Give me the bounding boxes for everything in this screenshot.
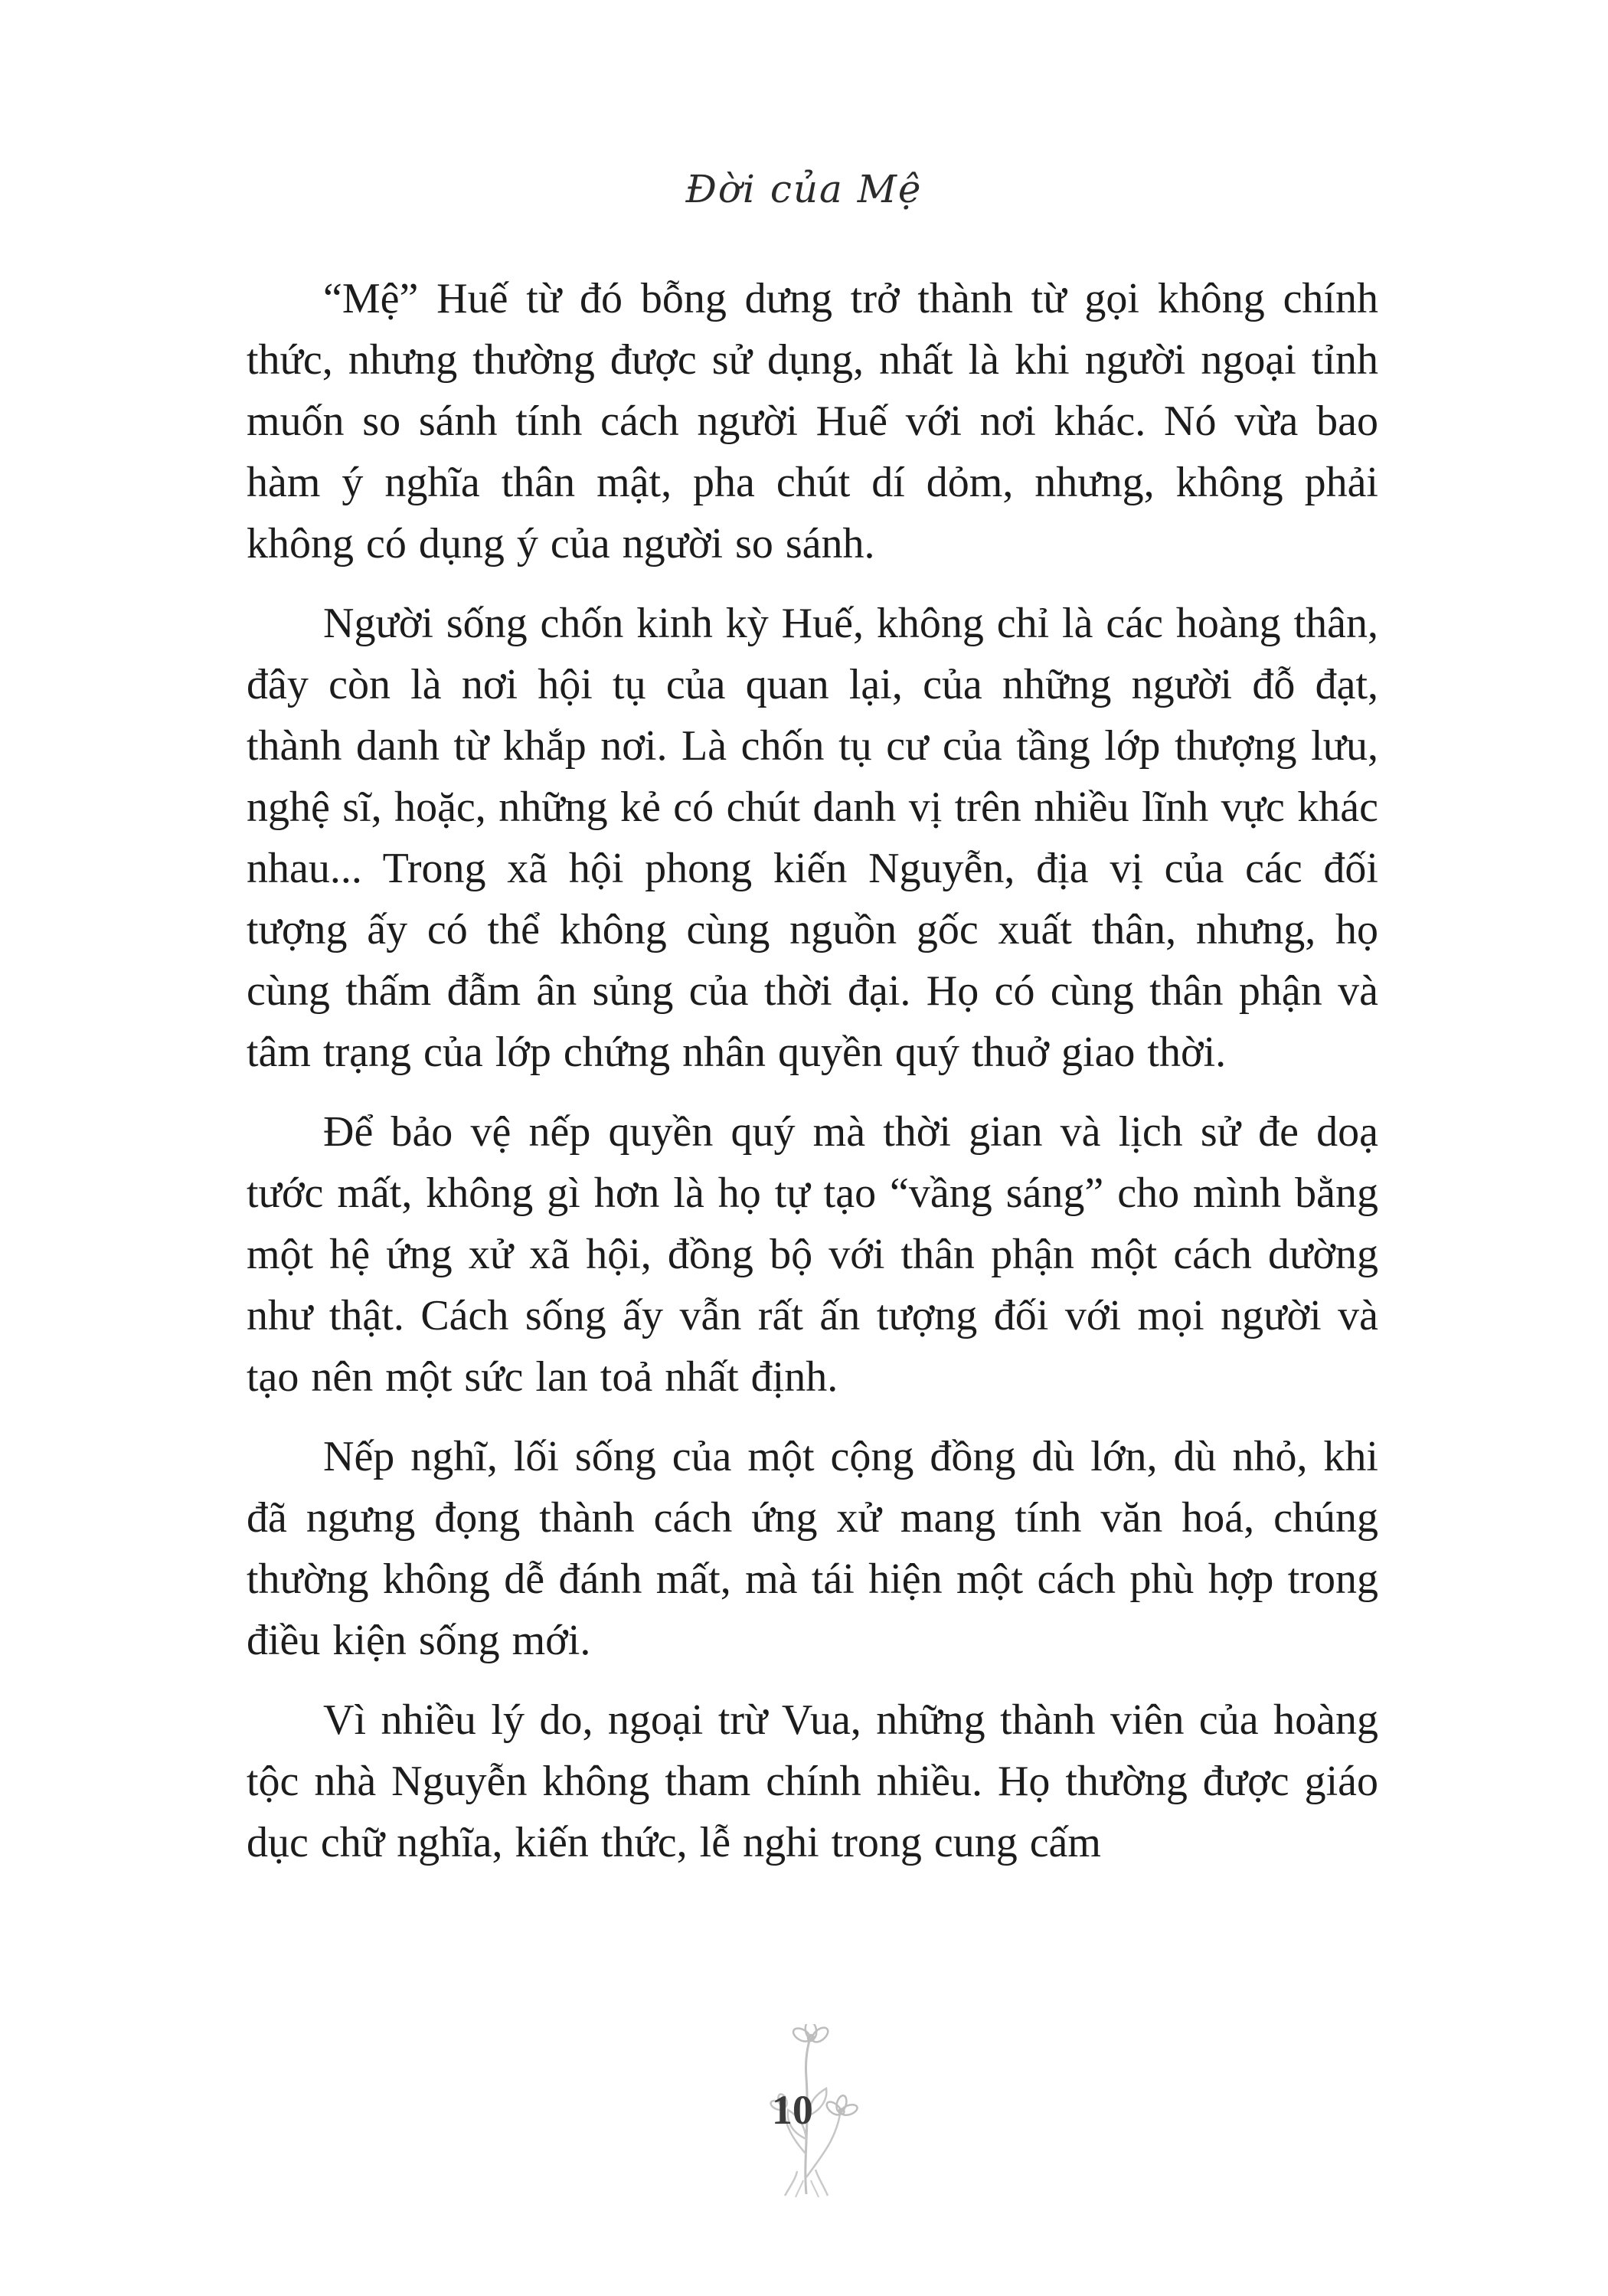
running-header: Đời của Mệ (685, 167, 923, 211)
paragraph: Người sống chốn kinh kỳ Huế, không chỉ là các hoàng thân, đây còn là nơi hội tụ của quan lại, của những người đỗ đạt, thành danh từ khắp nơi. Là chốn tụ cư của tầng lớp thượng lưu, nghệ sĩ, hoặc, những kẻ có chút danh vị trên nhiều lĩnh vực khác nhau... Trong xã hội phong kiến Nguyễn, địa vị của các đối tượng ấy có thể không cùng nguồn gốc xuất thân, nhưng, họ cùng thấm đẫm ân sủng của thời đại. Họ có cùng thân phận và tâm trạng của lớp chứng nhân quyền quý thuở giao thời. (247, 600, 1378, 1076)
page-number: 10 (771, 2087, 813, 2133)
paragraph: “Mệ” Huế từ đó bỗng dưng trở thành từ gọi không chính thức, nhưng thường được sử dụng, nhất là khi người ngoại tỉnh muốn so sánh tính cách người Huế với nơi khác. Nó vừa bao hàm ý nghĩa thân mật, pha chút dí dỏm, nhưng, không phải không có dụng ý của người so sánh. (247, 275, 1378, 567)
paragraph: Để bảo vệ nếp quyền quý mà thời gian và lịch sử đe doạ tước mất, không gì hơn là họ tự tạo “vầng sáng” cho mình bằng một hệ ứng xử xã hội, đồng bộ với thân phận một cách dường như thật. Cách sống ấy vẫn rất ấn tượng đối với mọi người và tạo nên một sức lan toả nhất định. (247, 1108, 1378, 1401)
paragraph: Vì nhiều lý do, ngoại trừ Vua, những thành viên của hoàng tộc nhà Nguyễn không tham chính nhiều. Họ thường được giáo dục chữ nghĩa, kiến thức, lễ nghi trong cung cấm (247, 1696, 1378, 1866)
footer (0, 2020, 1608, 2204)
paragraph: Nếp nghĩ, lối sống của một cộng đồng dù lớn, dù nhỏ, khi đã ngưng đọng thành cách ứng xử mang tính văn hoá, chúng thường không dễ đánh mất, mà tái hiện một cách phù hợp trong điều kiện sống mới. (247, 1433, 1378, 1664)
body-text (247, 268, 1378, 1892)
page-number-ornament-group (727, 2020, 881, 2204)
